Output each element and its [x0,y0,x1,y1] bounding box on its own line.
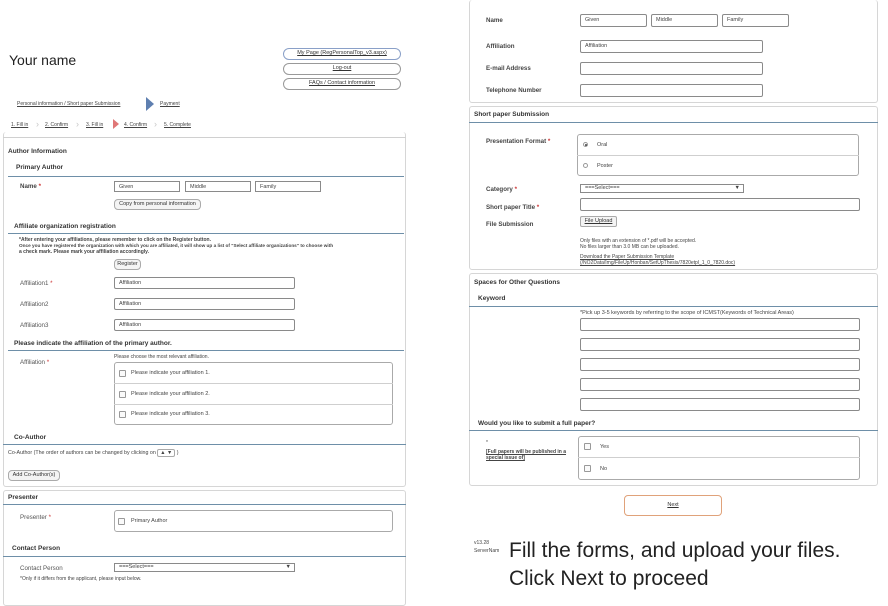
presenter-title: Presenter [8,494,38,501]
oral-label: Oral [597,142,608,148]
version-text: v13.28 [474,540,490,546]
server-text: ServerNam [474,548,500,554]
affiliation-option-1: Please indicate your affiliation 1. [131,370,210,376]
divider [3,504,406,505]
register-button[interactable]: Register [114,259,141,270]
full-paper-options [578,436,860,480]
keyword-hint: *Pick up 3-5 keywords by referring to the scope of ICMST(Keywords of Technical Areas) [580,310,794,316]
step-2[interactable]: 2. Confirm [45,122,69,128]
paper-title-input[interactable] [580,198,860,211]
affiliation2-input[interactable]: Affiliation [114,298,295,310]
file-note-2: No files larger than 3.0 MB can be uploaded. [580,244,679,250]
full-paper-note: [Full papers will be published in a special issue of] [486,449,567,461]
affiliation-label: Affiliation * [20,359,50,366]
file-upload-button[interactable]: File Upload [580,216,617,227]
keyword-input-5[interactable] [580,398,860,411]
primary-author-title: Primary Author [16,164,64,171]
rc-given-input[interactable]: Given [580,14,647,27]
logout-link[interactable]: Log-out [283,63,401,75]
divider [114,383,393,384]
contact-person-note: *Only if it differs from the applicant, please input below. [20,576,142,582]
rc-middle-input[interactable]: Middle [651,14,718,27]
affiliation-choose-hint: Please choose the most relevant affiliation. [114,354,209,360]
poster-radio[interactable] [583,163,588,168]
poster-label: Poster [597,163,613,169]
full-paper-title: Would you like to submit a full paper? [478,420,596,427]
rc-email-input[interactable] [580,62,763,75]
divider [578,457,860,458]
chevron-right-icon: › [76,119,79,129]
step-5[interactable]: 5. Complete [164,122,191,128]
full-paper-yes: Yes [600,444,609,450]
faq-link[interactable]: FAQs / Contact information [283,78,401,90]
divider [469,306,878,307]
affiliation3-input[interactable]: Affiliation [114,319,295,331]
middle-name-input[interactable]: Middle [185,181,251,192]
rc-phone-input[interactable] [580,84,763,97]
affil-note-3: a check mark. Please mark your affiliation accordingly. [19,249,149,255]
file-note-1: Only files with an extension of *.pdf will be accepted. [580,238,697,244]
contact-person-select[interactable]: ===Select=== ▼ [114,563,295,572]
affiliation2-label: Affiliation2 [20,301,49,308]
name-label: Name * [20,183,42,190]
breadcrumb-arrow-icon [146,97,154,111]
keyword-input-4[interactable] [580,378,860,391]
affiliation-option-2: Please indicate your affiliation 2. [131,391,210,397]
rc-phone-label: Telephone Number [486,87,542,94]
affiliation-option-3: Please indicate your affiliation 3. [131,411,210,417]
template-link[interactable]: Download the Paper Submission Template (/NO2Data/Img/FileUp/Honban/SetUpThesis/7820etpl_1_0_7820.doc) [580,254,736,266]
instruction-line-1: Fill the forms, and upload your files. [509,539,841,562]
breadcrumb-next[interactable]: Payment [160,101,180,107]
step-current-marker-icon [113,119,119,129]
full-paper-no: No [600,466,608,472]
affiliation1-label: Affiliation1 * [20,280,53,287]
breadcrumb-current[interactable]: Personal information / Short paper Submission [17,101,121,107]
mypage-link[interactable]: My Page (RegPersonalTop_v3.aspx) [283,48,401,60]
affiliation-option-3-checkbox[interactable] [119,411,126,418]
divider [3,556,406,557]
coauthor-title: Co-Author [14,434,47,441]
rc-name-label: Name [486,17,503,24]
presentation-format-label: Presentation Format * [486,138,551,145]
contact-person-label: Contact Person [20,565,63,572]
short-paper-title: Short paper Submission [474,111,550,118]
affil-note-2: Once you have registered the organization with which you are affiliated, it will show up a list of "Select affiliate organizations" to choose with [19,243,334,248]
caption-your-name: Your name [9,52,77,68]
add-coauthor-button[interactable]: Add Co-Author(s) [8,470,60,481]
affil-registration-title: Affiliate organization registration [14,223,116,230]
divider [3,444,406,445]
divider [3,137,406,138]
contact-person-title: Contact Person [12,545,61,552]
divider [114,404,393,405]
category-select[interactable]: ===Select=== ▼ [580,184,744,193]
rc-email-label: E-mail Address [486,65,531,72]
chevron-right-icon: › [154,119,157,129]
divider [469,122,878,123]
presenter-option: Primary Author [131,518,168,524]
paper-title-label: Short paper Title * [486,204,540,211]
step-3[interactable]: 3. Fill in [86,122,104,128]
divider [8,350,404,351]
affiliation-option-1-checkbox[interactable] [119,370,126,377]
rc-family-input[interactable]: Family [722,14,789,27]
keyword-input-1[interactable] [580,318,860,331]
coauthor-note: Co-Author (The order of authors can be changed by clicking on ▲ ▼ ) [8,450,179,456]
affiliation1-input[interactable]: Affiliation [114,277,295,289]
other-questions-title: Spaces for Other Questions [474,279,560,286]
divider [469,430,878,431]
oral-radio[interactable] [583,142,588,147]
presenter-primary-author-checkbox[interactable] [118,518,125,525]
affiliation3-label: Affiliation3 [20,322,49,329]
next-button[interactable]: Next [624,495,722,516]
step-4[interactable]: 4. Confirm [124,122,148,128]
chevron-right-icon: › [36,119,39,129]
step-1[interactable]: 1. Fill in [11,122,29,128]
category-label: Category * [486,186,517,193]
keyword-input-3[interactable] [580,358,860,371]
keyword-input-2[interactable] [580,338,860,351]
instruction-line-2: Click Next to proceed [509,567,709,590]
affiliation-option-2-checkbox[interactable] [119,391,126,398]
given-name-input[interactable]: Given [114,181,180,192]
full-paper-no-checkbox[interactable] [584,465,591,472]
affil-note-1: *After entering your affiliations, please remember to click on the Register button. [19,237,211,243]
file-submission-label: File Submission [486,221,534,228]
divider [8,176,404,177]
presenter-panel [3,490,406,606]
family-name-input[interactable]: Family [255,181,321,192]
author-section-title: Author Information [8,148,67,155]
copy-personal-info-button[interactable]: Copy from personal information [114,199,201,210]
divider [8,233,404,234]
divider [577,155,859,156]
indicate-affiliation-title: Please indicate the affiliation of the primary author. [14,340,172,347]
presenter-label: Presenter * [20,514,51,521]
keyword-title: Keyword [478,295,506,302]
rc-affiliation-input[interactable]: Affiliation [580,40,763,53]
full-paper-yes-checkbox[interactable] [584,443,591,450]
rc-affiliation-label: Affiliation [486,43,515,50]
full-paper-required: * [486,440,488,446]
